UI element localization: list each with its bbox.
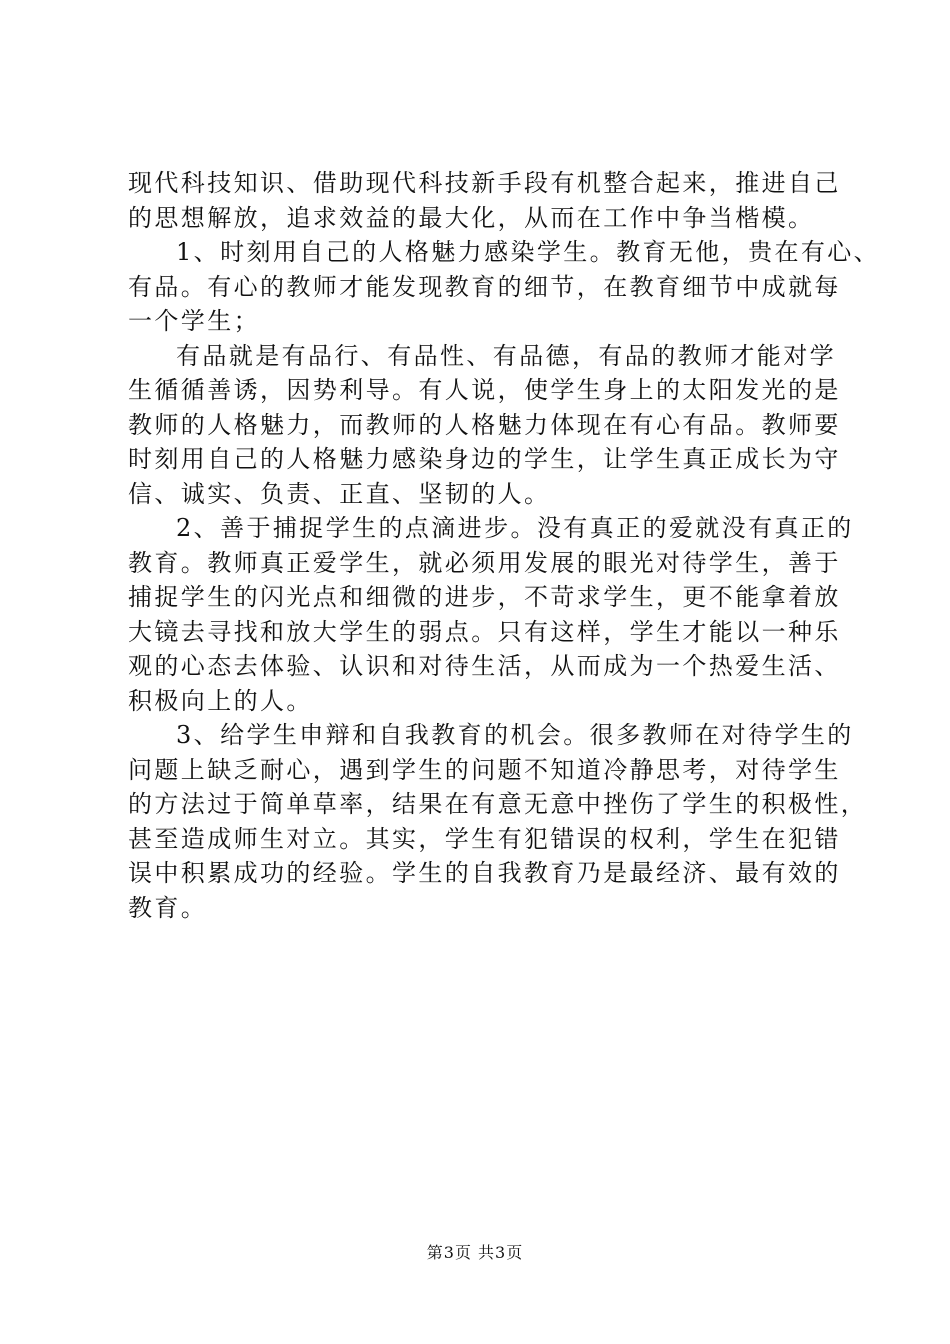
text-line: 的思想解放，追求效益的最大化，从而在工作中争当楷模。 <box>128 203 815 232</box>
text-line: 的方法过于简单草率，结果在有意无意中挫伤了学生的积极性， <box>128 790 868 818</box>
text-line: 问题上缺乏耐心，遇到学生的问题不知道冷静思考，对待学生 <box>128 755 841 784</box>
text-line: 时刻用自己的人格魅力感染身边的学生，让学生真正成长为守 <box>128 445 841 473</box>
text-line: 一个学生； <box>128 307 260 335</box>
text-line: 甚至造成师生对立。其实，学生有犯错误的权利，学生在犯错 <box>128 824 841 853</box>
text-line: 大镜去寻找和放大学生的弱点。只有这样，学生才能以一种乐 <box>128 617 841 646</box>
body-text <box>128 166 881 925</box>
text-line: 3、给学生申辩和自我教育的机会。很多教师在对待学生的 <box>176 721 854 749</box>
text-line: 1、时刻用自己的人格魅力感染学生。教育无他，贵在有心、 <box>176 238 881 266</box>
text-line: 教师的人格魅力，而教师的人格魅力体现在有心有品。教师要 <box>128 410 841 439</box>
page-footer: 第3页 共3页 <box>426 1243 524 1262</box>
text-line: 教育。 <box>128 893 208 922</box>
text-line: 信、诚实、负责、正直、坚韧的人。 <box>128 479 551 508</box>
text-line: 教育。教师真正爱学生，就必须用发展的眼光对待学生，善于 <box>128 548 841 577</box>
text-line: 误中积累成功的经验。学生的自我教育乃是最经济、最有效的 <box>128 859 841 887</box>
text-line: 积极向上的人。 <box>128 686 313 715</box>
text-line: 有品就是有品行、有品性、有品德，有品的教师才能对学 <box>176 341 836 370</box>
text-line: 捕捉学生的闪光点和细微的进步，不苛求学生，更不能拿着放 <box>128 583 841 611</box>
text-line: 生循循善诱，因势利导。有人说，使学生身上的太阳发光的是 <box>128 376 841 404</box>
text-line: 观的心态去体验、认识和对待生活，从而成为一个热爱生活、 <box>128 652 841 680</box>
text-line: 有品。有心的教师才能发现教育的细节，在教育细节中成就每 <box>128 272 841 301</box>
text-line: 现代科技知识、借助现代科技新手段有机整合起来，推进自己 <box>128 169 841 197</box>
text-line: 2、善于捕捉学生的点滴进步。没有真正的爱就没有真正的 <box>176 514 854 542</box>
